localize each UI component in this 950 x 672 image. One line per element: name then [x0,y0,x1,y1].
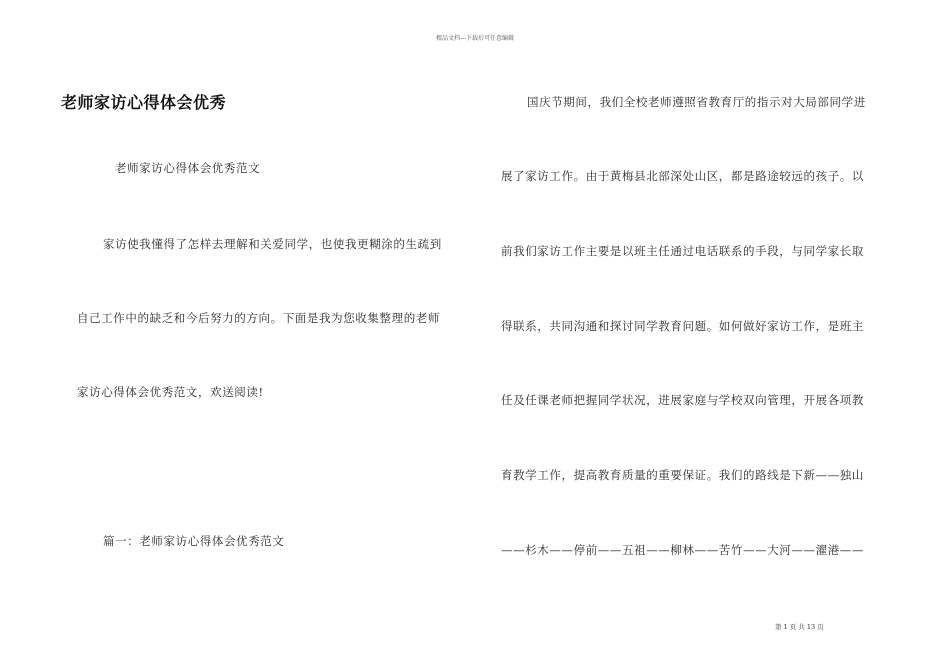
paragraph-line: 得联系，共同沟通和探讨同学教育问题。如何做好家访工作，是班主 [501,319,864,333]
paragraph-line: ——杉木——停前——五祖——柳林——苦竹——大河——濯港—— [501,543,864,557]
paragraph-line: 任及任课老师把握同学状况，进展家庭与学校双向管理，开展各项教 [501,393,864,407]
paragraph-line: 育教学工作，提高教育质量的重要保证。我们的路线是下新——独山 [501,468,864,482]
paragraph-line: 自己工作中的缺乏和今后努力的方向。下面是我为您收集整理的老师 [77,311,440,325]
paragraph-line: 国庆节期间，我们全校老师遵照省教育厅的指示对大局部同学进 [527,95,866,109]
header-note: 精品文档---下载后可任意编辑 [435,35,515,42]
document-title: 老师家访心得体会优秀 [61,93,227,112]
paragraph-line: 家访心得体会优秀范文，欢送阅读! [77,385,264,399]
subtitle-line: 老师家访心得体会优秀范文 [115,161,261,175]
paragraph-line: 家访使我懂得了怎样去理解和关爱同学，也使我更糊涂的生疏到 [103,237,442,251]
page-number: 第 1 页 共 13 页 [775,623,824,631]
paragraph-line: 展了家访工作。由于黄梅县北部深处山区，都是路途较远的孩子。以 [501,169,864,183]
section-heading: 篇一：老师家访心得体会优秀范文 [103,534,285,548]
paragraph-line: 前我们家访工作主要是以班主任通过电话联系的手段，与同学家长取 [501,244,864,258]
